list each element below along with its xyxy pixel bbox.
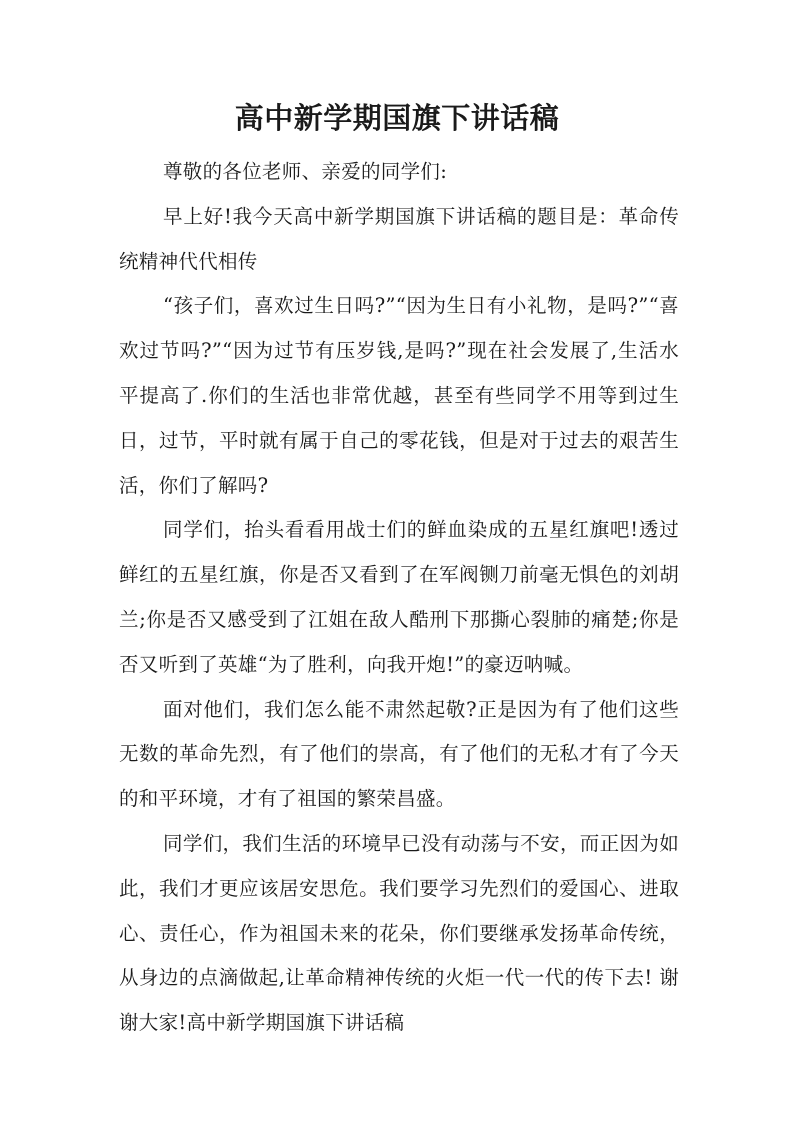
body-paragraph-2: “孩子们，喜欢过生日吗?”“因为生日有小礼物，是吗?”“喜欢过节吗?”“因为过节有压岁钱,是吗?”现在社会发展了,生活水平提高了.你们的生活也非常优越，甚至有些同学不用等到过生日，过节，平时就有属于自己的零花钱，但是对于过去的艰苦生活，你们了解吗? <box>119 294 679 497</box>
body-paragraph-4: 面对他们，我们怎么能不肃然起敬?正是因为有了他们这些无数的革命先烈，有了他们的崇高，有了他们的无私才有了今天的和平环境，才有了祖国的繁荣昌盛。 <box>119 697 679 811</box>
greeting-paragraph: 尊敬的各位老师、亲爱的同学们: <box>163 160 448 183</box>
body-paragraph-1: 早上好!我今天高中新学期国旗下讲话稿的题目是：革命传统精神代代相传 <box>119 204 679 273</box>
document-body <box>119 150 679 1046</box>
document-title: 高中新学期国旗下讲话稿 <box>234 101 560 135</box>
body-paragraph-5: 同学们，我们生活的环境早已没有动荡与不安，而正因为如此，我们才更应该居安思危。我们要学习先烈们的爱国心、进取心、责任心，作为祖国未来的花朵，你们要继承发扬革命传统，从身边的点滴做起,让革命精神传统的火炬一代一代的传下去! 谢谢大家!高中新学期国旗下讲话稿 <box>119 831 679 1035</box>
body-paragraph-3: 同学们，抬头看看用战士们的鲜血染成的五星红旗吧!透过鲜红的五星红旗，你是否又看到了在军阀铡刀前毫无惧色的刘胡兰;你是否又感受到了江姐在敌人酷刑下那撕心裂肺的痛楚;你是否又听到了英雄“为了胜利，向我开炮!”的豪迈呐喊。 <box>119 518 679 676</box>
